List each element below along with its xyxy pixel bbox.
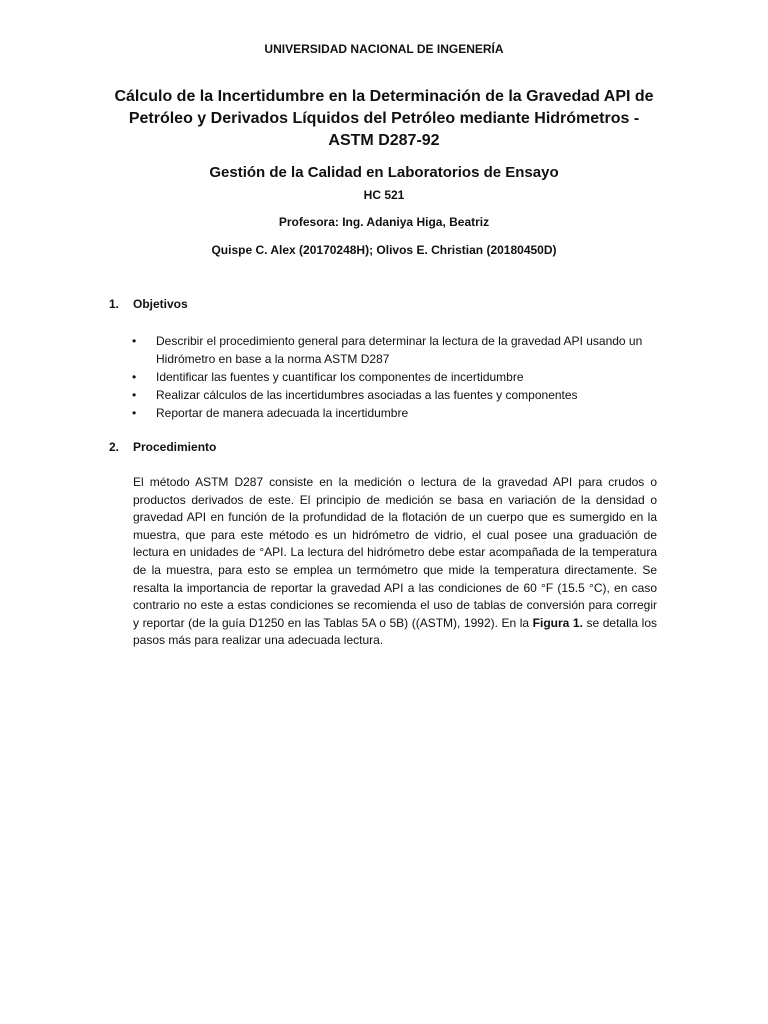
title-line-3: ASTM D287-92 [328,132,440,149]
section-number: 1. [109,297,120,311]
bullet-icon: • [132,406,137,420]
objectives-list [132,332,652,422]
list-item-text: Identificar las fuentes y cuantificar los componentes de incertidumbre [156,370,524,384]
course-name: Gestión de la Calidad en Laboratorios de Ensayo [209,164,559,181]
section-heading-objetivos [109,297,188,311]
list-item [132,368,652,386]
bullet-icon: • [132,334,137,348]
list-item [132,332,652,368]
list-item-text: Realizar cálculos de las incertidumbres asociadas a las fuentes y componentes [156,388,578,402]
section-title: Procedimiento [133,440,217,454]
paragraph-text-end: se detalla los pasos más para realizar una adecuada lectura. [133,615,658,648]
section-title: Objetivos [133,297,188,311]
list-item-text: Describir el procedimiento general para determinar la lectura de la gravedad API usando un Hidrómetro en base a la norma ASTM D287 [156,334,643,366]
university-name: UNIVERSIDAD NACIONAL DE INGENERÍA [264,42,504,56]
list-item-text: Reportar de manera adecuada la incertidumbre [156,406,409,420]
list-item [132,404,652,422]
paragraph-text: El método ASTM D287 consiste en la medición o lectura de la gravedad API para crudos o productos derivados de este. El principio de medición se basa en variación de la densidad o gravedad API en función de la profundidad de la flotación de un cuerpo que es sumergido en la muestra, que para este método es un hidrómetro de vidrio, el cual posee una graduación de lectura en unidades de °API. La lectura del hidrómetro debe estar acompañada de la temperatura de la muestra, para esto se emplea un termómetro que mide la temperatura directamente. Se resalta la importancia de reportar la gravedad API a las condiciones de 60 °F (15.5 °C), en caso contrario no este a estas condiciones se recomienda el uso de tablas de conversión para corregir y reportar (de la guía D1250 en las Tablas 5A o 5B) ((ASTM), 1992). En la [133,475,657,630]
bullet-icon: • [132,370,137,384]
title-line-2: Petróleo y Derivados Líquidos del Petróleo mediante Hidrómetros - [128,110,640,127]
document-title [100,86,668,152]
procedure-paragraph [133,474,657,650]
title-line-1: Cálculo de la Incertidumbre en la Determinación de la Gravedad API de [114,88,654,105]
bullet-icon: • [132,388,137,402]
authors-line: Quispe C. Alex (20170248H); Olivos E. Christian (20180450D) [211,243,557,257]
course-code: HC 521 [363,188,405,202]
section-heading-procedimiento [109,440,216,454]
figure-reference: Figura 1. [532,615,583,630]
professor-line: Profesora: Ing. Adaniya Higa, Beatriz [278,215,490,229]
section-number: 2. [109,440,120,454]
list-item [132,386,652,404]
